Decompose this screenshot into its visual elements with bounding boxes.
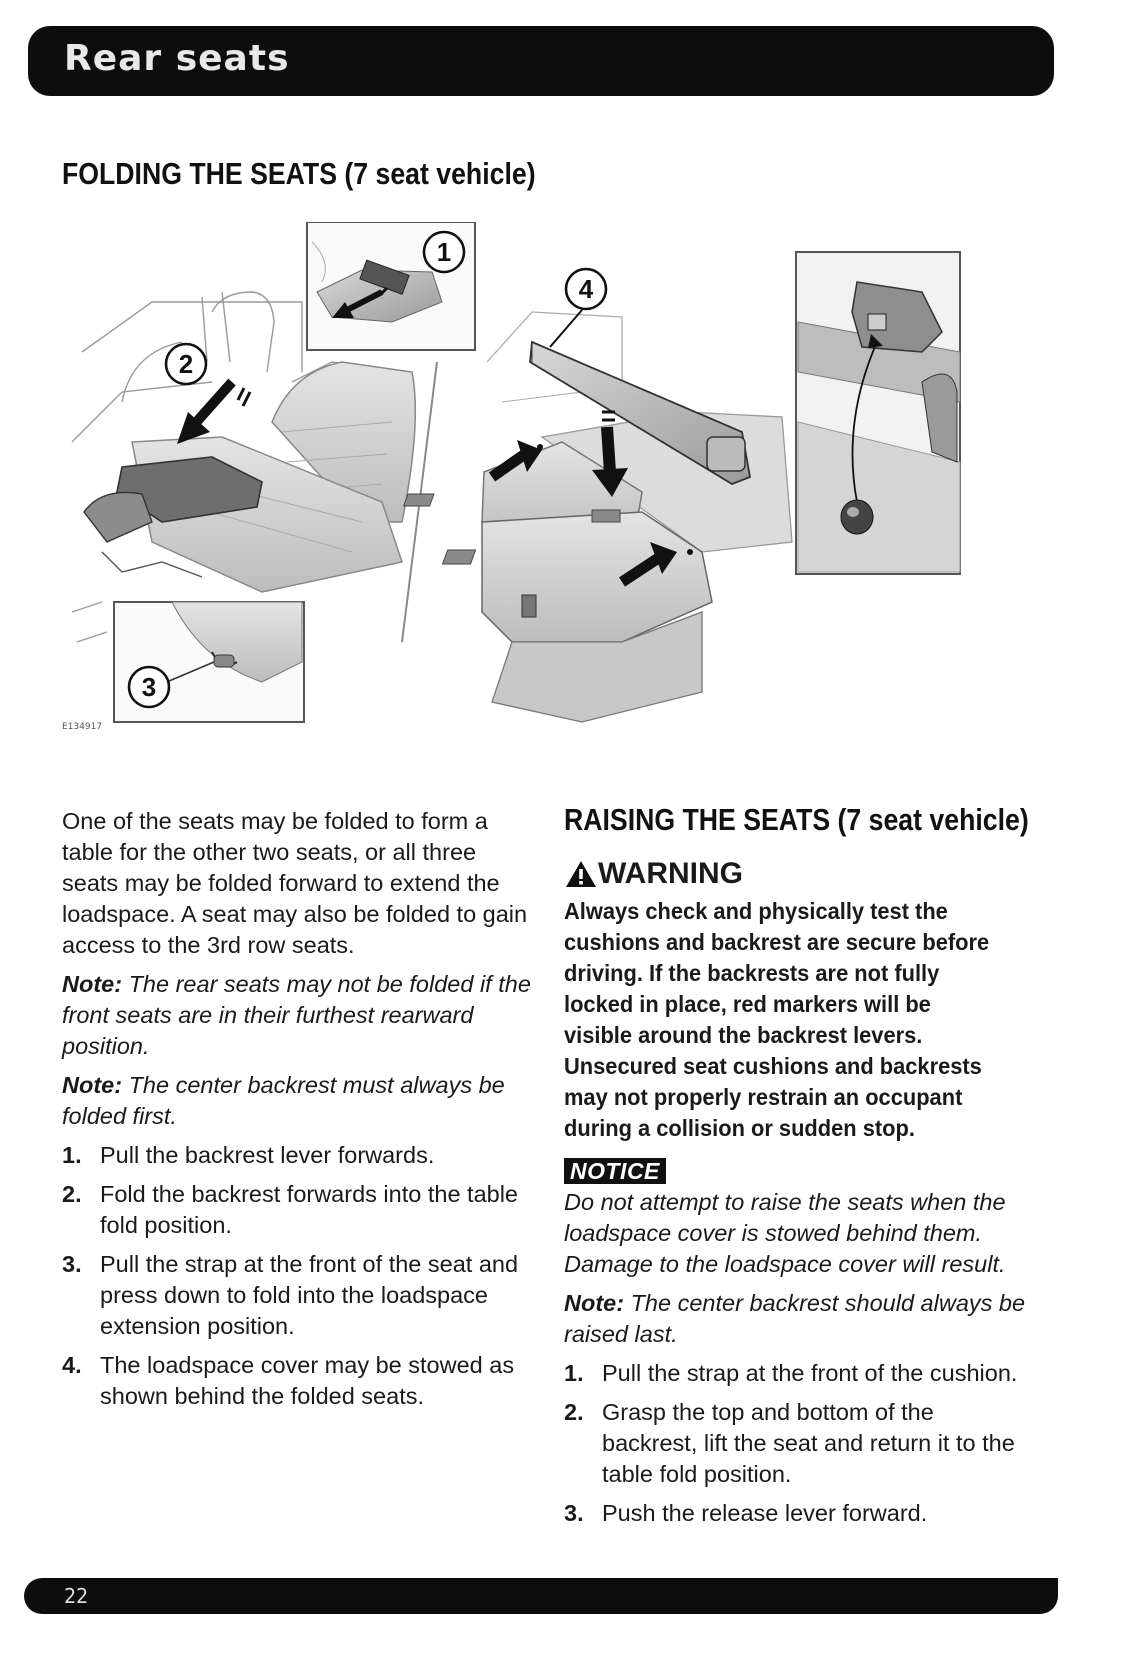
step-text: Grasp the top and bottom of the backrest, lift the seat and return it to the table fold position.: [602, 1399, 1015, 1487]
step-number: 1.: [564, 1360, 584, 1386]
raising-steps: [564, 1358, 1034, 1529]
step-text: Pull the strap at the front of the cushion.: [602, 1360, 1018, 1386]
step-text: The loadspace cover may be stowed as shown behind the folded seats.: [100, 1352, 515, 1409]
note-front-seats: [62, 969, 532, 1062]
callout-3: [129, 667, 169, 707]
step-number: 4.: [62, 1352, 82, 1378]
svg-text:3: 3: [141, 672, 157, 702]
figure-reference: E134917: [62, 722, 103, 732]
folding-heading: FOLDING THE SEATS (7 seat vehicle): [62, 156, 536, 191]
step-number: 3.: [564, 1500, 584, 1526]
list-item: [564, 1397, 1034, 1490]
callout-2: [166, 344, 206, 384]
list-item: [62, 1140, 532, 1171]
intro-paragraph: One of the seats may be folded to form a table for the other two seats, or all three seats may be folded forward to extend the loadspace. A seat may also be folded to gain access to the 3rd row seats.: [62, 808, 528, 958]
list-item: [62, 1249, 532, 1342]
warning-triangle-icon: [564, 859, 598, 889]
note-raise-last: [564, 1288, 1034, 1350]
callout-4: [566, 269, 606, 309]
page-header-bar: [28, 26, 1054, 96]
svg-text:4: 4: [578, 274, 594, 304]
note-label: Note:: [564, 1290, 625, 1316]
note-text: The rear seats may not be folded if the front seats are in their furthest rearward position.: [62, 971, 531, 1059]
warning-label: WARNING: [598, 857, 743, 890]
folding-steps: [62, 1140, 532, 1412]
notice-badge: NOTICE: [564, 1158, 666, 1184]
note-text: The center backrest must always be folded first.: [62, 1072, 505, 1129]
left-column: [62, 806, 532, 1420]
right-column: [564, 850, 1034, 1537]
list-item: [564, 1358, 1034, 1389]
callout-1: [424, 232, 464, 272]
svg-text:1: 1: [436, 237, 452, 267]
page-title: Rear seats: [64, 38, 290, 79]
note-text: The center backrest should always be raised last.: [564, 1290, 1026, 1347]
list-item: [62, 1179, 532, 1241]
raising-heading: RAISING THE SEATS (7 seat vehicle): [564, 802, 1029, 837]
list-item: [62, 1350, 532, 1412]
note-label: Note:: [62, 971, 123, 997]
step-text: Pull the strap at the front of the seat and press down to fold into the loadspace extension position.: [100, 1251, 519, 1339]
svg-text:2: 2: [178, 349, 194, 379]
step-number: 2.: [564, 1399, 584, 1425]
page-number: 22: [64, 1584, 89, 1608]
page-footer-bar: [24, 1578, 1058, 1614]
step-text: Fold the backrest forwards into the table fold position.: [100, 1181, 518, 1238]
warning-heading: [564, 856, 1034, 892]
step-text: Pull the backrest lever forwards.: [100, 1142, 435, 1168]
step-number: 1.: [62, 1142, 82, 1168]
note-center-backrest: [62, 1070, 532, 1132]
warning-text: Always check and physically test the cushions and backrest are secure before driving. If the backrests are not fully locked in place, red markers will be visible around the backrest levers. Unsecured seat cushions and backrests may not properly restrain an occupant during a collision or sudden stop.: [564, 898, 990, 1141]
seat-folding-illustration: [62, 222, 1022, 782]
illustration-svg: [62, 222, 1022, 782]
step-text: Push the release lever forward.: [602, 1500, 928, 1526]
right-seat-scene: [404, 310, 792, 722]
step-number: 2.: [62, 1181, 82, 1207]
list-item: [564, 1498, 1034, 1529]
notice-text: Do not attempt to raise the seats when the loadspace cover is stowed behind them. Damage to the loadspace cover will result.: [564, 1189, 1006, 1277]
note-label: Note:: [62, 1072, 123, 1098]
step-number: 3.: [62, 1251, 82, 1277]
